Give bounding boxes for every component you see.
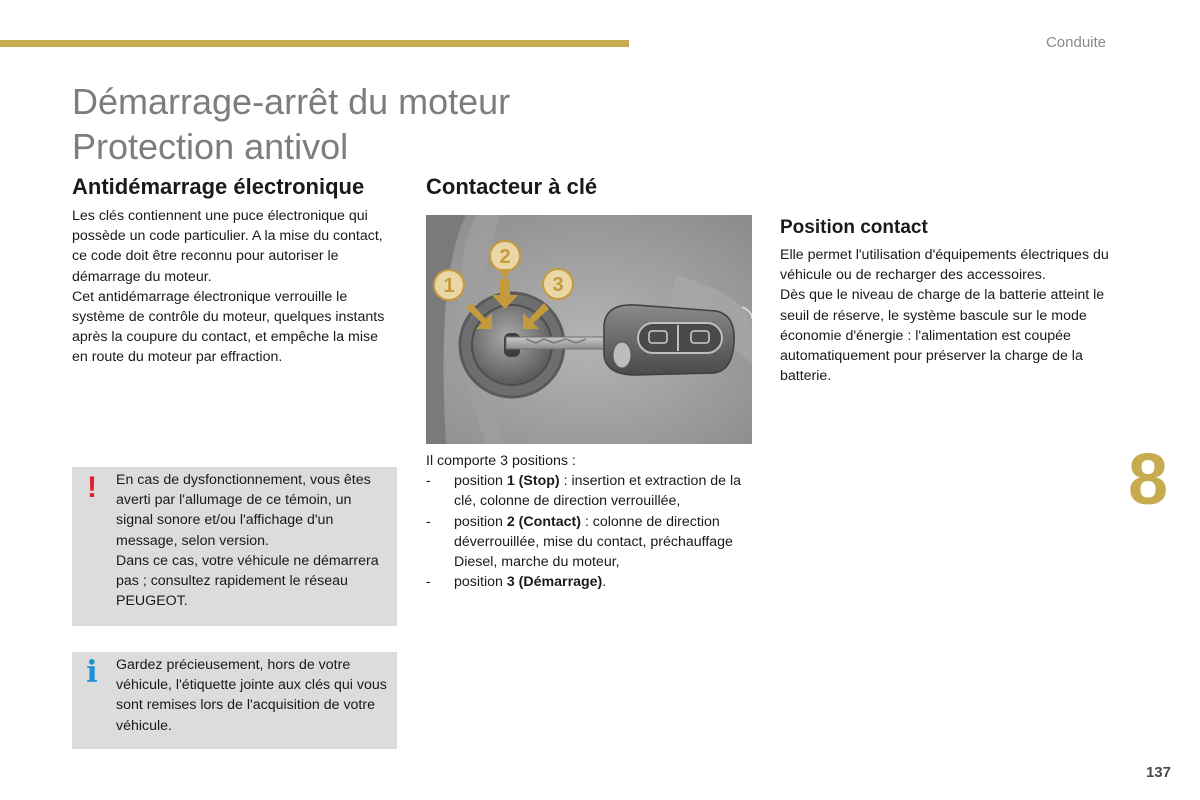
position-item-description: : insertion et extraction de la clé, colonne de direction verrouillée,	[454, 473, 742, 510]
position-item-name: 1 (Stop)	[506, 473, 560, 490]
chapter-number: 8	[1128, 440, 1169, 520]
info-text	[116, 655, 391, 736]
position-1-number: 1	[443, 275, 455, 297]
position-contact-paragraph-2: Dès que le niveau de charge de la batterie atteint le seuil de réserve, le système bascule sur le mode économie d'énergie : l'alimentation est coupée automatiquement pour préserver la charge de la batterie.	[780, 287, 1105, 385]
position-item-name: 2 (Contact)	[506, 513, 581, 530]
position-item-1	[426, 471, 761, 511]
position-contact-text	[780, 245, 1115, 386]
list-dash: -	[426, 513, 431, 530]
position-item-prefix: position	[454, 574, 507, 591]
position-item-prefix: position	[454, 513, 507, 530]
warning-exclamation-icon: !	[87, 471, 97, 504]
heading-contacteur: Contacteur à clé	[426, 174, 598, 199]
position-item-3	[426, 572, 761, 592]
position-contact-paragraph-1: Elle permet l'utilisation d'équipements électriques du véhicule ou de recharger des accessoires.	[780, 247, 1109, 284]
section-label: Conduite	[1045, 34, 1106, 51]
position-item-2	[426, 512, 761, 573]
warning-paragraph-1: En cas de dysfonctionnement, vous êtes averti par l'allumage de ce témoin, un signal sonore et/ou l'affichage d'un message, selon version.	[116, 472, 371, 549]
positions-list	[426, 471, 761, 592]
header-accent-bar	[0, 40, 629, 47]
warning-paragraph-2: Dans ce cas, votre véhicule ne démarrera pas ; consultez rapidement le réseau PEUGEOT.	[116, 552, 379, 610]
list-dash: -	[426, 574, 431, 591]
page-title	[72, 79, 510, 169]
position-item-prefix: position	[454, 473, 507, 490]
antidemarrage-paragraph-2: Cet antidémarrage électronique verrouille le système de contrôle du moteur, quelques instants après la coupure du contact, et empêche la mise en route du moteur par effraction.	[72, 288, 385, 366]
page-title-line-2: Protection antivol	[72, 126, 349, 167]
position-item-name: 3 (Démarrage)	[506, 574, 603, 591]
key-blade	[506, 337, 612, 349]
info-paragraph-1: Gardez précieusement, hors de votre véhicule, l'étiquette jointe aux clés qui vous sont remises lors de l'acquisition de votre véhicule.	[116, 657, 387, 734]
warning-box	[72, 467, 397, 626]
list-dash: -	[426, 473, 431, 490]
position-3-number: 3	[552, 274, 564, 296]
page-title-line-1: Démarrage-arrêt du moteur	[72, 81, 511, 122]
position-item-description: : colonne de direction déverrouillée, mise du contact, préchauffage Diesel, marche du moteur,	[454, 513, 733, 571]
ignition-key-illustration	[426, 215, 752, 444]
page-number: 137	[1145, 764, 1171, 781]
positions-intro: Il comporte 3 positions :	[426, 453, 576, 469]
positions-text	[426, 451, 761, 592]
info-box	[72, 652, 397, 749]
heading-antidemarrage: Antidémarrage électronique	[72, 174, 365, 199]
antidemarrage-paragraph-1: Les clés contiennent une puce électronique qui possède un code particulier. A la mise du contact, ce code doit être reconnu pour autoriser le démarrage du moteur.	[72, 208, 383, 285]
position-item-description: .	[602, 574, 607, 591]
heading-position-contact: Position contact	[780, 217, 928, 238]
antidemarrage-text	[72, 206, 392, 368]
warning-text	[116, 470, 391, 611]
info-icon: i	[86, 655, 98, 690]
position-2-number: 2	[499, 246, 511, 268]
